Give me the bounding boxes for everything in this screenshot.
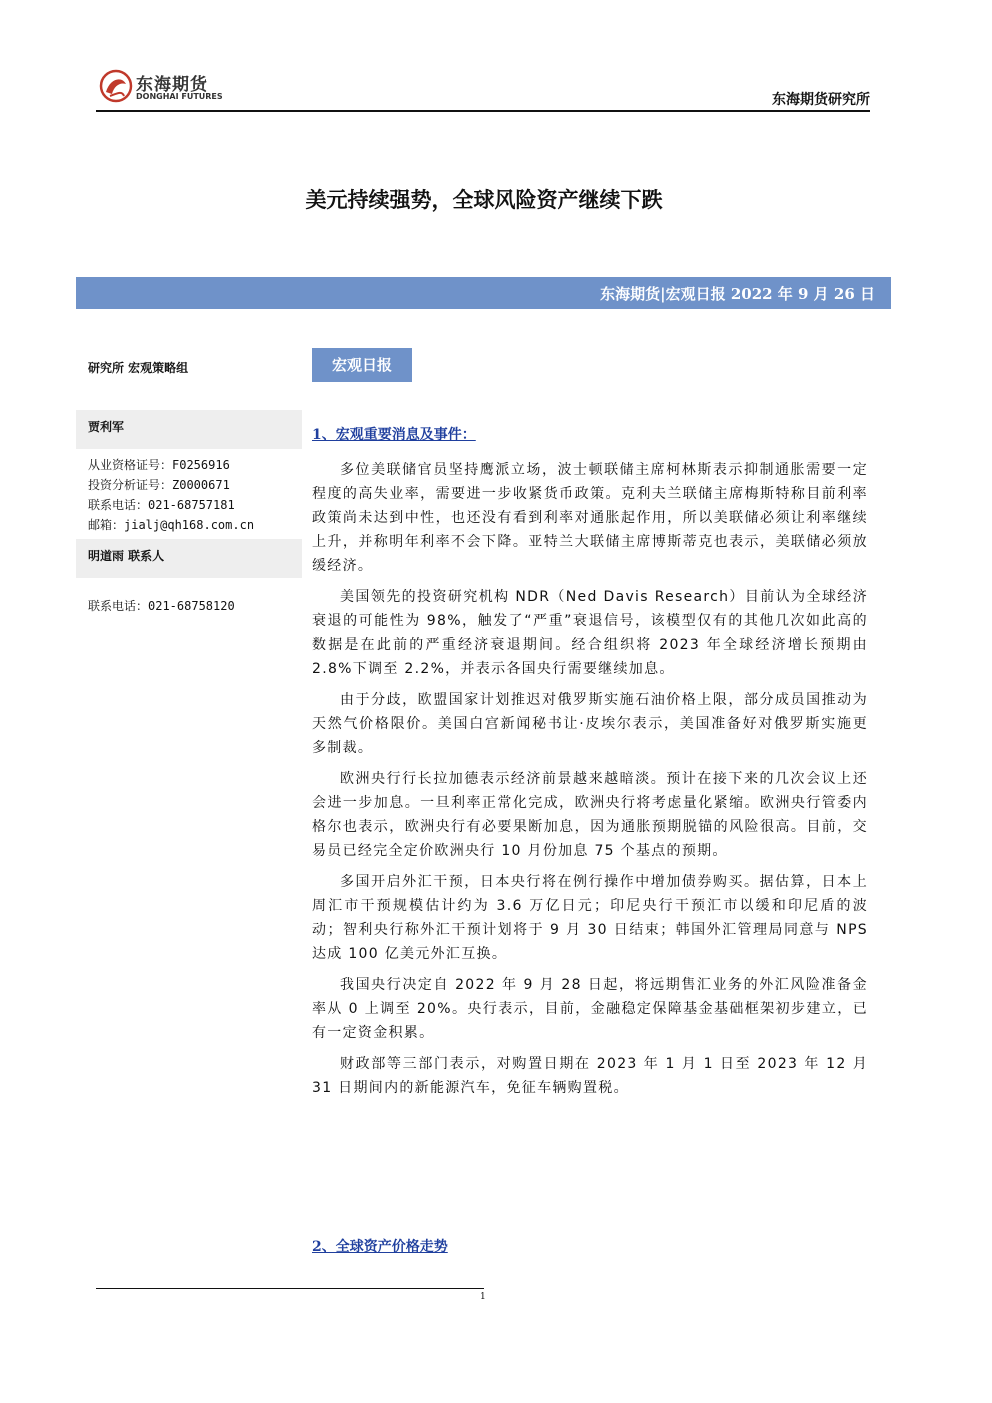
report-banner <box>76 277 891 309</box>
author-sidebar <box>76 348 302 616</box>
paragraph: 美国领先的投资研究机构 NDR（Ned Davis Research）目前认为全球经济衰退的可能性为 98%，触发了“严重”衰退信号，该模型仅有的其他几次如此高的数据是在此前的严重经济衰退期间。经合组织将 2023 年全球经济增长预期由 2.8%下调至 2.2%，并表示各国央行需要继续加息。 <box>312 589 868 677</box>
report-body <box>312 458 868 1107</box>
paragraph: 多国开启外汇干预，日本央行将在例行操作中增加债券购买。据估算，日本上周汇市干预规模估计约为 3.6 万亿日元；印尼央行干预汇市以缓和印尼盾的波动；智利央行称外汇干预计划将于 9 月 30 日结束；韩国外汇管理局同意与 NPS 达成 100 亿美元外汇互换。 <box>312 874 868 962</box>
analyst-phone: 联系电话：021-68757181 <box>88 498 235 512</box>
paragraph: 多位美联储官员坚持鹰派立场，波士顿联储主席柯林斯表示抑制通胀需要一定程度的高失业率，需要进一步收紧货币政策。克利夫兰联储主席梅斯特称目前利率政策尚未达到中性，也还没有看到利率对通胀起作用，所以美联储必须让利率继续上升，并称明年利率不会下降。亚特兰大联储主席博斯蒂克也表示，美联储必须放缓经济。 <box>312 462 868 574</box>
brand-logo <box>96 66 236 110</box>
header-divider <box>96 110 870 112</box>
analyst-qualification: 从业资格证号：F0256916 <box>88 458 230 472</box>
section-heading-macro-news[interactable]: 1、宏观重要消息及事件： <box>312 427 476 443</box>
report-title: 美元持续强势，全球风险资产继续下跌 <box>305 187 663 212</box>
research-group: 研究所 宏观策略组 <box>76 348 302 387</box>
donghai-logo-icon <box>96 66 136 106</box>
analyst-email[interactable]: 邮箱：jialj@qh168.com.cn <box>88 518 255 532</box>
paragraph: 由于分歧，欧盟国家计划推迟对俄罗斯实施石油价格上限，部分成员国推动为天然气价格限价。美国白宫新闻秘书让·皮埃尔表示，美国准备好对俄罗斯实施更多制裁。 <box>312 692 868 756</box>
paragraph: 欧洲央行行长拉加德表示经济前景越来越暗淡。预计在接下来的几次会议上还会进一步加息。一旦利率正常化完成，欧洲央行将考虑量化紧缩。欧洲央行管委内格尔也表示，欧洲央行有必要果断加息，因为通胀预期脱锚的风险很高。目前，交易员已经完全定价欧洲央行 10 月份加息 75 个基点的预期。 <box>312 771 868 859</box>
brand-name-cn: 东海期货 <box>136 75 208 95</box>
analyst-name: 贾利军 <box>76 410 302 449</box>
page-number: 1 <box>480 1292 486 1302</box>
contact-person: 明道雨 联系人 <box>76 539 302 578</box>
paragraph: 财政部等三部门表示，对购置日期在 2023 年 1 月 1 日至 2023 年 12 月 31 日期间内的新能源汽车，免征车辆购置税。 <box>312 1056 868 1096</box>
paragraph: 我国央行决定自 2022 年 9 月 28 日起，将远期售汇业务的外汇风险准备金率从 0 上调至 20%。央行表示，目前，金融稳定保障基金基础框架初步建立，已有一定资金积累。 <box>312 977 868 1041</box>
brand-name-en: DONGHAI FUTURES <box>136 92 223 101</box>
section-tag: 宏观日报 <box>312 348 412 382</box>
institute-name: 东海期货研究所 <box>772 92 870 108</box>
contact-phone: 联系电话：021-68758120 <box>88 599 235 613</box>
footer-divider <box>96 1288 484 1289</box>
section-heading-asset-prices[interactable]: 2、全球资产价格走势 <box>312 1239 448 1255</box>
analyst-investment-license: 投资分析证号：Z0000671 <box>88 478 230 492</box>
banner-text: 东海期货|宏观日报 2022 年 9 月 26 日 <box>600 285 875 303</box>
